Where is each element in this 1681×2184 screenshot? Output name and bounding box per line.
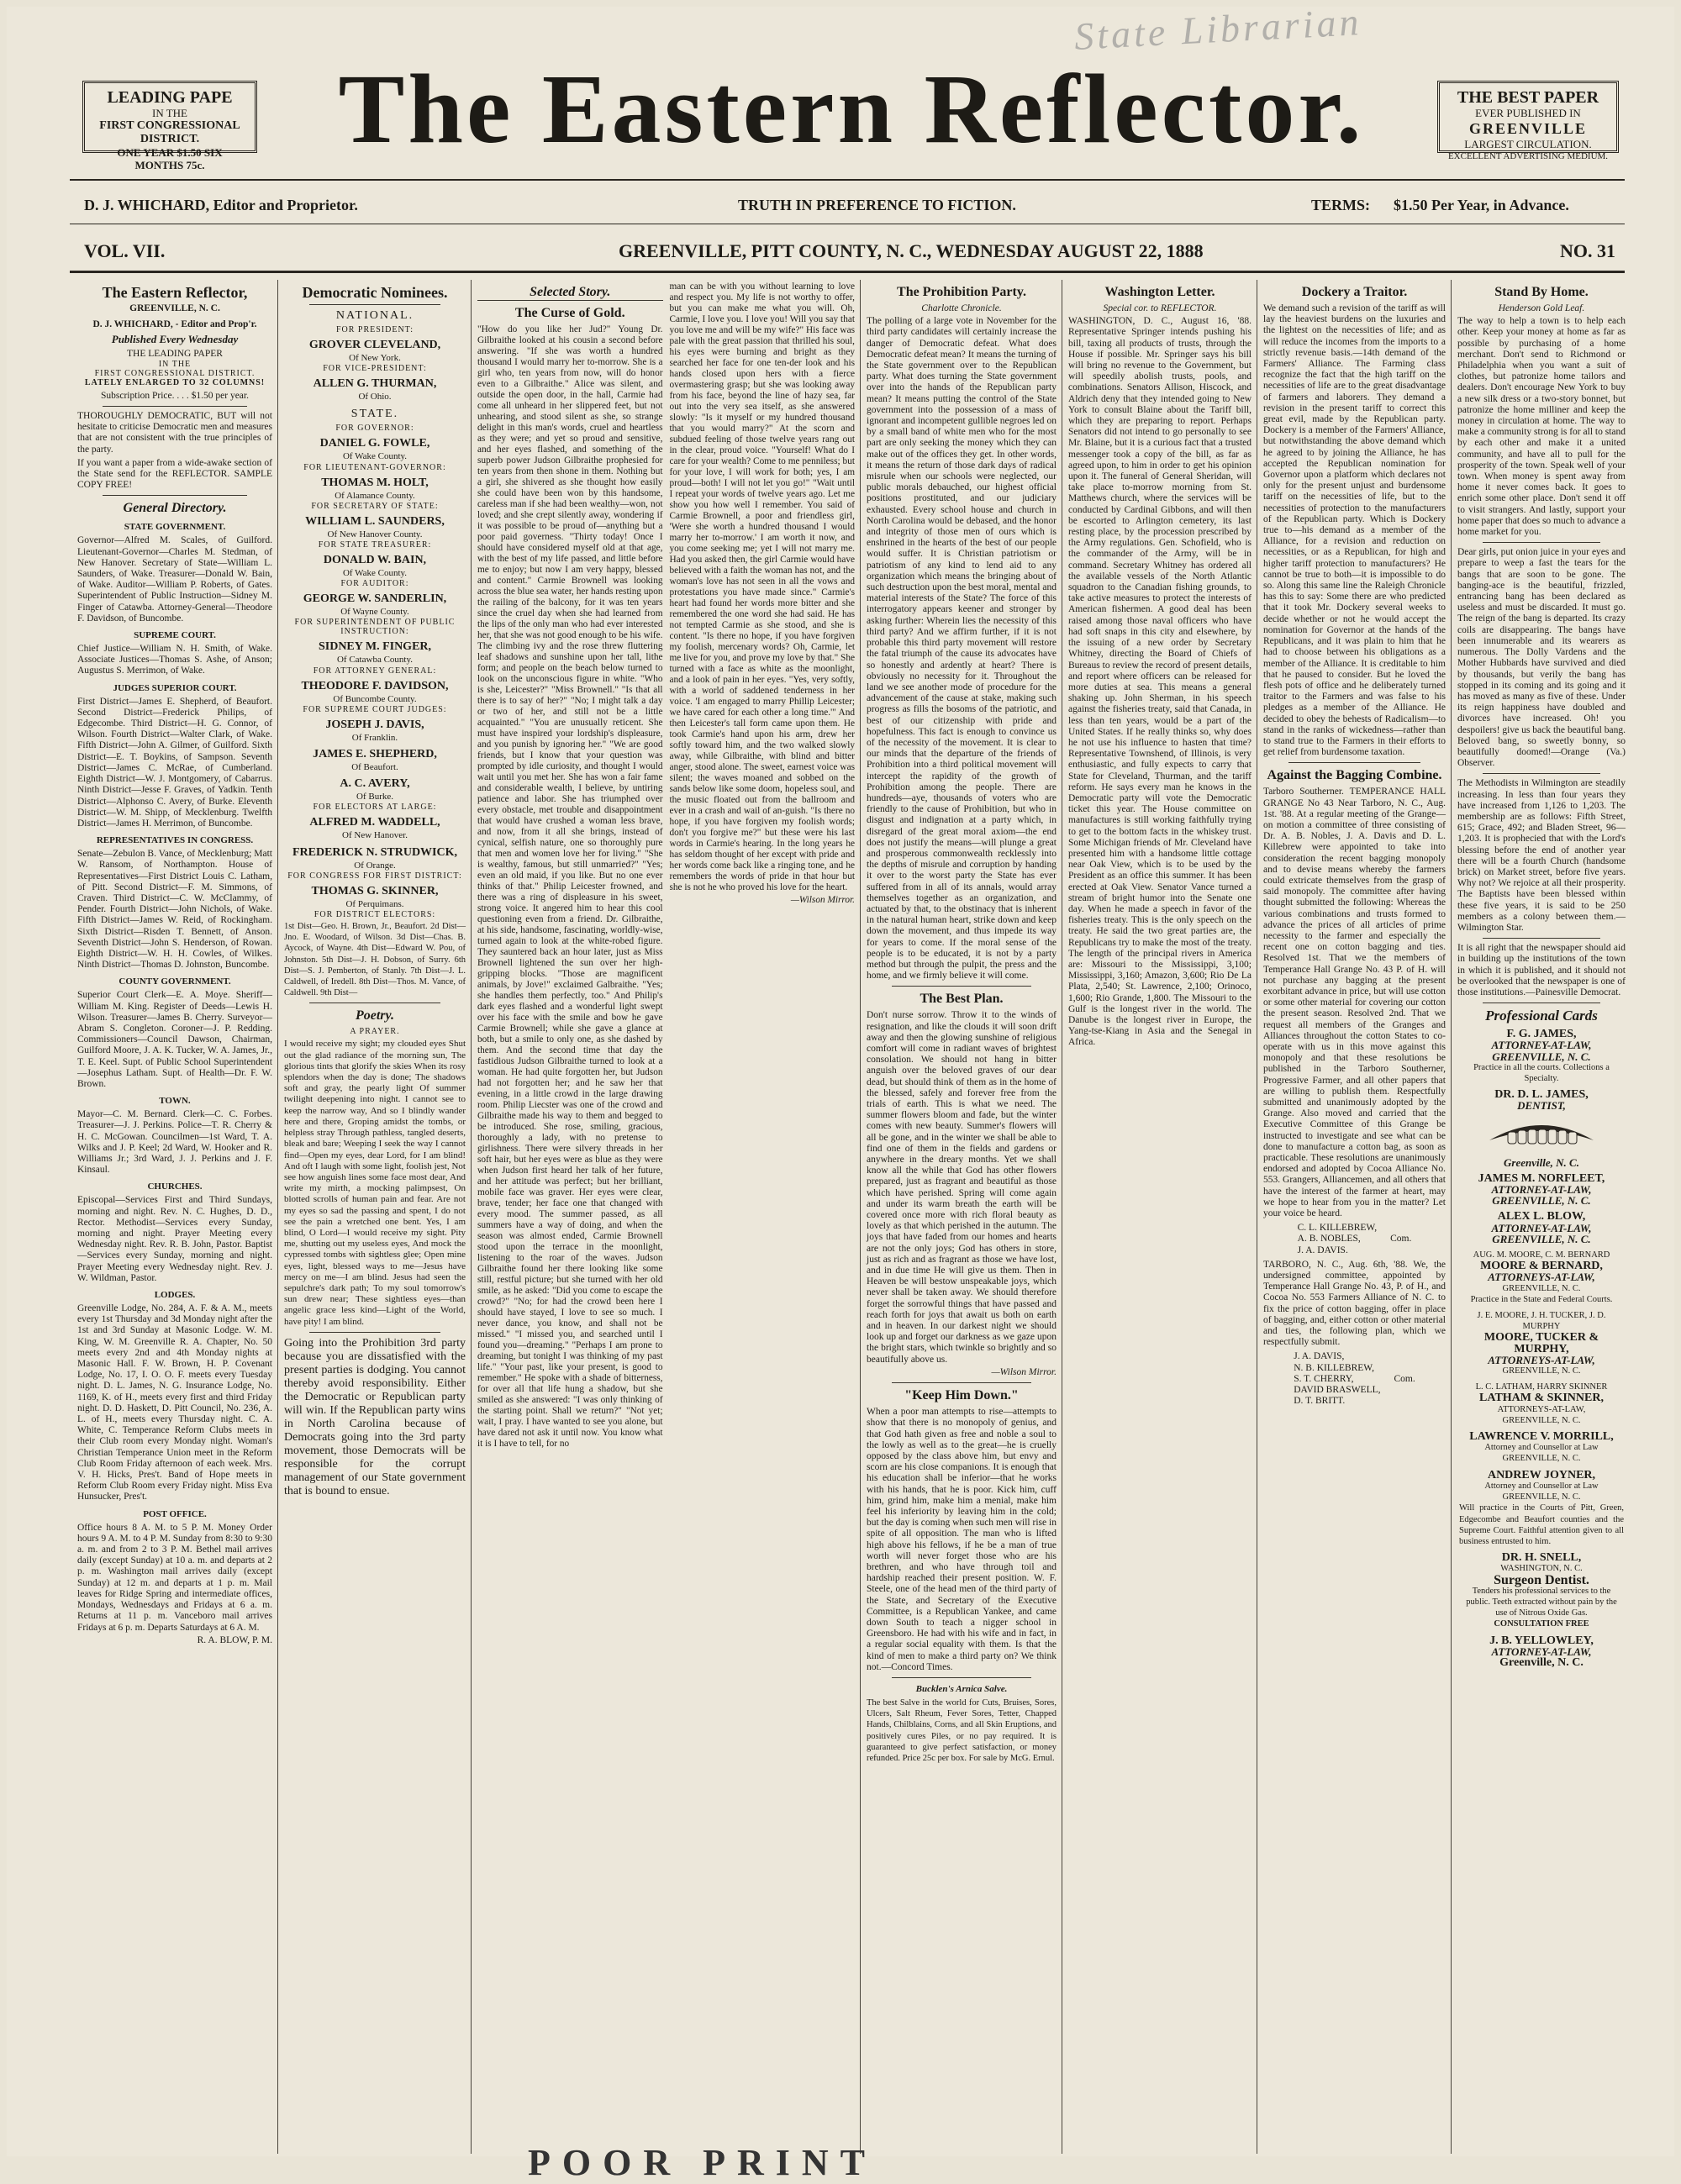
card-norfleet <box>1459 1173 1624 1207</box>
card-blow <box>1459 1211 1624 1245</box>
card-title: DENTIST, <box>1517 1099 1566 1113</box>
column-rule <box>1451 280 1452 2154</box>
card-title: ATTORNEY-AT-LAW, <box>1491 1183 1592 1197</box>
card-names: AUG. M. MOORE, C. M. BERNARD <box>1473 1250 1610 1260</box>
signatory: A. B. NOBLES, <box>1297 1234 1361 1245</box>
pres-label: FOR PRESIDENT: <box>335 325 414 334</box>
card-f-g-james <box>1459 1029 1624 1084</box>
masthead-box-title: The Eastern Reflector, <box>102 284 248 301</box>
ear-right-line5: EXCELLENT ADVERTISING MEDIUM. <box>1447 151 1609 161</box>
card-place: GREENVILLE, N. C. <box>1492 1232 1591 1245</box>
masthead-box-editor: D. J. WHICHARD, - Editor and Prop'r. <box>92 319 257 330</box>
column-rule <box>277 280 278 2154</box>
ear-left-line1: LEADING PAPE <box>107 88 233 107</box>
card-names: L. C. LATHAM, HARRY SKINNER <box>1475 1382 1608 1392</box>
supt-label: FOR SUPERINTENDENT OF PUBLIC INSTRUCTION: <box>294 618 456 637</box>
dockery-title: Dockery a Traitor. <box>1301 285 1408 299</box>
bagging-text: Tarboro Southerner. TEMPERANCE HALL GRANGE No 43 Near Tarboro, N. C., Aug. 1st. '88. At a regular meeting of the Grange—on motion a committee of three consisting of Dr. A. B. Nobles, J. A. Davis and D. L. Killebrew were appointed to take into consideration the recent bagging monopoly and to devise means whereby the farmers could extricate themselves from the grasp of said monopoly. The committee after having thought submitted the following: Whereas the various combinations and trusts formed to advance the prices of all articles of prime necessity to the farmer and especially the recent one on cotton bagging and ties. Resolved 1st. That we the members of Temperance Hall Grange No. 43 P. of H. will not purchase any bagging at the present exorbitant advance in price, but will use cotton or some other material for covering our cotton the present season. Resolved 2nd. That we request all members of the Granges and Alliances throughout the cotton States to co-operate with us in this move against this monopoly and that these resolutions be published in the Tarboro Southerner, Progressive Farmer, and all other papers that are willing to publish them. Respectfully submitted and unanimously adopted by the Grange. Also moved and carried that the Executive Committee of this Grange be instructed to investigate and see what can be done to manufacture a cotton bag, as soon as practicable. These resolutions are unanimously endorsed and adopted by Cocoa Alliance No. 553. Grangers, Alliancemen, and all others that have the interest of the farmer at heart, may we hope to hear from you in the matter? Let your voice be heard. <box>1263 787 1446 1219</box>
methodists-text: The Methodists in Wilmington are steadily increasing. In less than four years they have increased from 1,126 to 1,203. The membership are as follows: Fifth Street, 615; Grace, 492; and Bladen Street, 96—1,203. It is prophecied that with the Lord's blessing before the end of another year there will be a fourth Church (handsome brick) on Market street, before five years. Why not? We rejoice at all their prosperity. The Baptists have been blessed within these five years, it is said to be 250 members as a colony between them.—Wilmington Star. <box>1457 778 1626 933</box>
card-place: GREENVILLE, N. C. <box>1502 1366 1581 1376</box>
judge1-of: Of Franklin. <box>351 732 398 743</box>
treas-label: FOR STATE TREASURER: <box>318 540 432 550</box>
best-plan-title: The Best Plan. <box>920 992 1004 1007</box>
story-text-part2: man can be with you without learning to love and respect you. My life is not worthy to offer, but you can make me what you will. Oh, Carmie, I love you. I love you! Will you say that you love me and will be my wife?" His face was pale with the great passion that thrilled his soul, his eyes were burning and bright as they searched her face for one ten-der look and his hands closed upon hers with a fierce overmastering grasp; but she was looking away from his face, beyond the line of hazy sea, far out into the very sea itself, as she answered slowly: "Is it myself or my hundred thousand that you would marry?" At the scorn and subdued feeling of those twelve years rang out in the clear, proud voice. "Yourself! What do I care for your wealth? Come to me penniless; but for your love, I will work for both; yes, I am proud—both! I will not let you go!" "Wait until I repeat your words of twelve years ago. Let me show you how well I remember. You said of Carmie Brownell, a poor and friendless girl, 'Were she worth a hundred thousand I would marry her to-morrow.' I am worth it now, and you come seeking me; yet I will not marry me. Had you asked then, the girl Carmie would have believed with a faith the woman has not, and the woman's love has not seen in all the vows and protestations you have made since." Carmie's heart had found her words more bitter and she remembered the one word she had said. He has not tempted Carmie as she stood, and she is content. "Is there no hope, if you have forgiven my foolish, mercenary words? Oh, Carmie, let me live for you, and prove my love by that." She turned with a face as white as the moonlight, and a look of pain in her eyes. "Yes, very softly, with a world of saddened tenderness in her voice. 'I am engaged to marry Phillip Leicester; we have cared for each other a long time.'" And then Leicester's tall form came upon them. He took Carmie's hand upon his arm, drew her softly toward him, and the two walked slowly away, while Gilbraithe, with blind and bitter anger, stood alone. The sweet, earnest voice was silent; the waves moaned and sobbed on the sands below like some doom, hopeless soul, and the music floated out from the ballroom and ever in a crash and wail of an-guish. "Is there no hope, if you have forgiven my foolish words; don't you forgive me?" but these were his last words in Carmie's hearing. In the long years he has seldom thought of her except with pride and her words come back like a ringing tone, and he remembers the words of pride in that hour but she is not he who proved his love for the heart. <box>669 282 855 892</box>
vp-label: FOR VICE-PRESIDENT: <box>323 364 427 374</box>
sec-label: FOR SECRETARY OF STATE: <box>311 501 439 511</box>
editor-line: D. J. WHICHARD, Editor and Proprietor. <box>84 197 358 213</box>
county-gov-title: COUNTY GOVERNMENT. <box>119 976 231 987</box>
newspaper-page <box>7 0 1674 2183</box>
card-note: Practice in all the courts. Collections a Specialty. <box>1473 1062 1610 1083</box>
newspaper-note: It is all right that the newspaper should aid in building up the institutions of the town in which it is published, and it should not be overlooked that the newspaper is one of those institutions.—Painesville Democrat. <box>1457 943 1626 997</box>
keep-him-down-text: When a poor man attempts to rise—attempts to show that there is no monopoly of genius, and that God hath given as free and noble a soul to the lowly as well as to the great—he is cruelly opposed by the class above him, but envy and scorn are his close companions. It is enough that his education shall be inferior—that he works with his hands, that he is poor. Kick him, cuff him, grind him, make him a menial, make him feel his inferiority by leaving him in the cold; but the day is coming when such men will rise in spite of all opposition. The man who is lifted high above his fellows, if he be a man of true worth will never forget those who are his brethren, and who have through toil and hardship reached their present position. W. F. Steele, one of the head men of the third party of the State, and Secretary of the Executive Committee, is a Republican Yankee, and came down South to teach a nigger school in Greensboro. He had with his wife and in fact, in a regular social equality with them. Is that the kind of men to make a third party on? We think not.—Concord Times. <box>867 1407 1057 1672</box>
card-name: LATHAM & SKINNER, <box>1479 1392 1604 1405</box>
superior-court-list: First District—James E. Shepherd, of Beaufort. Second District—Frederick Philips, of Edgecombe. Third District—H. G. Connor, of Wilson. Fourth District—Walter Clark, of Wake. Fifth District—John A. Gilmer, of Guilford. Sixth District—E. T. Boykins, of Sampson. Seventh District—James C. McRae, of Cumberland. Eighth District—W. J. Montgomery, of Cabarrus. Ninth District—Jesse F. Graves, of Yadkin. Tenth District—Alphonso C. Avery, of Burke. Eleventh District—W. M. Shipp, of Mecklenburg. Twelfth District—James H. Merrimon, of Buncombe. <box>77 696 272 829</box>
elector2-of: Of Orange. <box>354 860 396 871</box>
treas-name: DONALD W. BAIN, <box>323 554 427 567</box>
card-latham-skinner <box>1459 1381 1624 1426</box>
lodges-list: Greenville Lodge, No. 284, A. F. & A. M., meets every 1st Thursday and 3d Monday night after the 1st and 3rd Sunday at Masonic Lodge. W. M. King, W. M. Greenville R. A. Chapter, No. 50 meets every 2nd and 4th Monday nights at Masonic Hall. F. W. Brown, H. P. Covenant Lodge, No. 17, I. O. O. F. meets every Tuesday night. D. L. James, N. G. Insurance Lodge, No. 1169, K. of H., meets every first and third Friday night. D. D. Haskett, D. Pitt Council, No. 236, A. L. of H., meets every Thursday night. C. A. White, C. Temperance Reform Clubs meets in their Club room every Monday night. Woman's Christian Temperance Union meet in the Reform Club Room Friday afternoon of each week. Mrs. V. H. Hicks, Pres't. Band of Hope meets in Reform Club Room every Friday night. Miss Eva Hunsucker, Pres't. <box>77 1303 272 1502</box>
ear-left-line2: IN THE <box>151 107 187 119</box>
card-title: Attorney and Counsellor at Law <box>1484 1443 1599 1453</box>
town-list: Mayor—C. M. Bernard. Clerk—C. C. Forbes. Treasurer—J. J. Perkins. Police—T. R. Cherry & H. C. McGowan. Councilmen—1st Ward, T. A. Wilks and J. P. Keel; 2d Ward, W. Hooker and R. Williams Jr.; 3rd Ward, J. J. Perkins and J. F. Kinsaul. <box>77 1109 272 1176</box>
stand-by-home-source: Henderson Gold Leaf. <box>1498 303 1585 313</box>
story-title: The Curse of Gold. <box>514 306 625 320</box>
leading-line3: FIRST CONGRESSIONAL DISTRICT. <box>94 368 256 378</box>
bagging-title: Against the Bagging Combine. <box>1267 768 1442 783</box>
gov-of: Of Wake County. <box>342 451 408 462</box>
column-1 <box>72 280 277 2154</box>
signatory: D. T. BRITT. <box>1294 1396 1346 1407</box>
electors-label: FOR ELECTORS AT LARGE: <box>313 803 437 813</box>
state-gov-list: Governor—Alfred M. Scales, of Guilford. Lieutenant-Governor—Charles M. Stedman, of New Hanover. Secretary of State—William L. Saunders, of Wake. Treasurer—Donald W. Bain, of Wake. Auditor—William P. Roberts, of Gates. Superintendent of Public Instruction—Sidney M. Finger of Catawba. Attorney-General—Theodore F. Davidson, of Buncombe. <box>77 535 272 624</box>
dateline: GREENVILLE, PITT COUNTY, N. C., WEDNESDAY AUGUST 22, 1888 <box>619 240 1204 261</box>
card-names: J. E. MOORE, J. H. TUCKER, J. D. MURPHY <box>1477 1311 1606 1332</box>
column-2 <box>279 280 471 2154</box>
enlarged-note: LATELY ENLARGED TO 32 COLUMNS! <box>84 377 266 387</box>
ag-of: Of Buncombe County. <box>333 693 417 704</box>
gov-label: FOR GOVERNOR: <box>335 424 414 434</box>
volume: VOL. VII. <box>84 240 166 261</box>
washington-letter-title: Washington Letter. <box>1104 285 1215 299</box>
terms-label: TERMS: <box>1311 197 1371 213</box>
aud-of: Of Wayne County. <box>340 607 409 618</box>
aud-label: FOR AUDITOR: <box>340 579 409 589</box>
archive-signature: State Librarian <box>1072 0 1363 58</box>
signatory: DAVID BRASWELL, <box>1294 1385 1381 1396</box>
issue-number: NO. 31 <box>1560 240 1615 261</box>
supreme-court-list: Chief Justice—William N. H. Smith, of Wake. Associate Justices—Thomas S. Ashe, of Anson; Augustus S. Merrimon, of Wake. <box>77 644 272 676</box>
poetry-title: Poetry. <box>355 1008 395 1024</box>
divider-rule <box>70 179 1625 181</box>
card-title: Attorney and Counsellor at Law <box>1484 1481 1599 1491</box>
card-consult: CONSULTATION FREE <box>1494 1619 1589 1629</box>
elector1-name: ALFRED M. WADDELL, <box>309 816 440 829</box>
card-morrill <box>1459 1431 1624 1465</box>
card-place: GREENVILLE, N. C. <box>1492 1050 1591 1063</box>
column-4 <box>862 280 1062 2154</box>
divider-rule <box>70 271 1625 273</box>
card-name: J. B. YELLOWLEY, <box>1489 1634 1594 1647</box>
card-name: JAMES M. NORFLEET, <box>1478 1171 1605 1185</box>
ag-name: THEODORE F. DAVIDSON, <box>301 679 449 692</box>
signature-block-2 <box>1263 1351 1446 1407</box>
card-place: GREENVILLE, N. C. <box>1502 1454 1581 1464</box>
card-name: DR. D. L. JAMES, <box>1494 1088 1589 1102</box>
third-party-note: Going into the Prohibition 3rd party because you are dissatisfied with the present parties is dodging. You cannot thereby avoid responsibility. Either the Democratic or Republican party will win. If the Republican party wins in North Carolina because of Democrats going into the 3rd party movement, those Democrats will be responsible for the corrupt management of our State government that is bound to ensue. <box>284 1336 466 1497</box>
poor-print-banner: POOR PRINT <box>528 2142 877 2183</box>
professional-cards-title: Professional Cards <box>1485 1008 1598 1024</box>
congress-title: REPRESENTATIVES IN CONGRESS. <box>96 835 254 846</box>
post-office-hours: Office hours 8 A. M. to 5 P. M. Money Order hours 9 A. M. to 4 P. M. Sunday from 8:30 to 9:30 a. m. and from 2 to 3 P. M. Bethel mail arrives daily (except Sunday) at 10 a. m. and departs at 2 p. m. Washington mail arrives daily (except Sunday) at 12 m. and departs at 1 p. m. Mail leaves for Ridge Spring and intermediate offices, Mondays, Wednesdays and Fridays at 6 a. m. Returns at 11 p. m. Vanceboro mail arrives Fridays at 6 p. m. Departs Saturdays at 6 A. M. <box>77 1522 272 1633</box>
best-plan-text: Don't nurse sorrow. Throw it to the winds of resignation, and like the clouds it will soon drift away and then the glowing sunshine of religious comfort will come in radiant waves of brightest consolation. We should not hang in bitter anguish over the beloved graves of our dear dead, but should think of them as in the home of the blessed, safely and forever free from the trials of earth. This is what we need. The summer flowers bloom and fade, but the winter comes with new beauty. Summer's flowers will all be gone, and in the winter we shall be able to find one of them in the fields and gardens or anywhere in the dreary months. Yet we shall know all the while that God has other flowers prepared, just as fragrant and beautiful as those which have perished. Spring will come again and under its warm breath the earth will be covered once more with rich floral beauty as lovely as that which perished in the autumn. The joys that have faded from our homes and hearts are not the only joys; God has others in store, just as rich and as fragrant as those we have lost, and in due time He will give us them. Then in Heaven be will bestow unspeakable joys, which never shall be taken away. We should therefore forget the sorrowful things that have passed and reach forth for joys that await us both on earth and in heaven. In our darkest night we should look up and forget our darkness as we gaze upon the bright stars, which twinkle so brightly and so beautifully above us. <box>867 1010 1057 1365</box>
card-name: MOORE, TUCKER & MURPHY, <box>1483 1331 1599 1355</box>
sample-copy-note: If you want a paper from a wide-awake section of the State send for the REFLECTOR. SAMPLE COPY FREE! <box>77 457 272 491</box>
elector2-name: FREDERICK N. STRUDWICK, <box>292 845 458 859</box>
poem-title: A PRAYER. <box>350 1027 400 1037</box>
signatory: N. B. KILLEBREW, <box>1294 1362 1374 1373</box>
gov-name: DANIEL G. FOWLE, <box>319 437 430 450</box>
card-name: MOORE & BERNARD, <box>1480 1260 1603 1273</box>
salve-ad-text: The best Salve in the world for Cuts, Bruises, Sores, Ulcers, Salt Rheum, Fever Sores, Tetter, Chapped Hands, Chilblains, Corns, and all Skin Eruptions, and positively cures Piles, or no pay required. It is guaranteed to give perfect satisfaction, or money refunded. Price 25c per box. For sale by McG. Ernul. <box>867 1697 1057 1763</box>
dentures-icon <box>1483 1115 1600 1154</box>
prohibition-source: Charlotte Chronicle. <box>921 303 1002 313</box>
column-5 <box>1063 280 1257 2154</box>
judge2-of: Of Beaufort. <box>351 762 398 773</box>
subscription-price: Subscription Price. . . . $1.50 per year. <box>101 390 249 401</box>
churches-title: CHURCHES. <box>147 1181 203 1192</box>
signatory: J. A. DAVIS. <box>1297 1245 1348 1255</box>
story-section: Selected Story. <box>477 285 663 301</box>
congress-list: Senate—Zebulon B. Vance, of Mecklenburg; Matt W. Ransom, of Northampton. House of Representatives—First District Louis C. Latham, of Pitt. Second District—F. M. Simmons, of Craven. Third District—C. W. McClammy, of Pender. Fourth District—John Nichols, of Wake. Fifth District—James W. Reid, of Rockingham. Sixth District—Risden T. Bennett, of Anson. Seventh District—John S. Henderson, of Rowan. Eighth District—W. H. H. Cowles, of Wilkes. Ninth District—Thomas D. Johnston, Buncombe. <box>77 849 272 971</box>
supt-name: SIDNEY M. FINGER, <box>318 640 432 654</box>
column-rule <box>471 280 472 2154</box>
leading-line1: THE LEADING PAPER <box>127 348 223 359</box>
card-title: ATTORNEY-AT-LAW, <box>1491 1039 1592 1052</box>
card-title: ATTORNEYS-AT-LAW, <box>1497 1404 1586 1414</box>
congress-of: Of Perquimans. <box>345 898 404 909</box>
supreme-court-title: SUPREME COURT. <box>134 630 216 641</box>
post-office-title: POST OFFICE. <box>143 1508 207 1519</box>
committee-mark: Com. <box>1390 1234 1412 1245</box>
story-credit: —Wilson Mirror. <box>790 895 855 905</box>
vp-of: Of Ohio. <box>358 392 392 403</box>
superior-court-title: JUDGES SUPERIOR COURT. <box>113 682 237 693</box>
card-place: Greenville, N. C. <box>1499 1655 1584 1669</box>
ear-right-line2: EVER PUBLISHED IN <box>1475 107 1581 119</box>
column-6 <box>1258 280 1451 2154</box>
committee-mark: Com. <box>1394 1373 1415 1384</box>
vp-name: ALLEN G. THURMAN, <box>313 377 437 391</box>
tarboro-resolution: TARBORO, N. C., Aug. 6th, '88. We, the undersigned committee, appointed by Temperance Hall Grange No. 43, P. of H., and Cocoa No. 553 Farmers Alliance of N. C. to fix the price of cotton bagging, offer in place of bagging, and, either cotton or other material and ties, the following plan, which we respectfully submit. <box>1263 1259 1446 1348</box>
nominees-title: Democratic Nominees. <box>302 284 448 301</box>
congress-label: FOR CONGRESS FOR FIRST DISTRICT: <box>287 871 462 881</box>
card-moore-tucker-murphy <box>1459 1310 1624 1376</box>
state-heading: STATE. <box>350 408 399 421</box>
motto: TRUTH IN PREFERENCE TO FICTION. <box>738 197 1016 213</box>
column-rule <box>860 280 861 2154</box>
best-plan-credit: —Wilson Mirror. <box>991 1366 1057 1377</box>
dockery-text: We demand such a revision of the tariff as will lay the heaviest burdens on the luxuries and the lightest on the necessities of life; and as will reduce the incomes from the imports to a strictly revenue basis.—14th demand of the Farmers' Alliance. The Farming class recognize the fact that the high tariff on the necessities of life are to the great disadvantage of farmers and laborers. They demand a revision in the present tariff to correct this great evil, made by the Republican party. Dockery is a member of the Farmers' Alliance, but notwithstanding the above demand which he agreed to by joining the Alliance, he has accepted the Republican nomination for Governor upon a platform which declares not only for the present unjust and burdensome tariff on the necessities of life, but to the necessities of protection to the manufacturers of the Republican party. Which is Dockery true to—his demand as a member of the Alliance, for a revision and reduction on necessities, or as a Republican, for high and higher tariff protection to manufacturers? He cannot be true to both—it is impossible to do so. Along this same line the Raleigh Chronicle has this to say: Some there are who predicted that it took Mr. Dockery several weeks to decide whether or not he would accept the nomination for Governor at the hands of the Republicans, and it was plain to him that he had to choose between his obligations as a member of the Alliance. It is creditable to him that he paused to consider. But he loved the flesh pots of office and he deliberately turned traitor to the Farmers and was false to his pledges as a member of the Alliance. He decided to obey the behests of Radicalism—to stand in the ranks of wickedness—rather than to stand true to the Farmers in their efforts to get relief from burdensome taxation. <box>1263 303 1446 758</box>
ear-right-line3: GREENVILLE <box>1468 120 1588 137</box>
stand-by-home-title: Stand By Home. <box>1494 285 1589 299</box>
district-label: FOR DISTRICT ELECTORS: <box>314 910 436 920</box>
editorial-policy: THOROUGHLY DEMOCRATIC, BUT will not hesitate to criticise Democratic men and measures that are not consistent with the true principles of the party. <box>77 411 272 455</box>
card-title: ATTORNEYS-AT-LAW, <box>1488 1271 1595 1284</box>
sec-of: Of New Hanover County. <box>327 529 423 539</box>
leading-line2: IN THE <box>158 359 192 369</box>
keep-him-down-title: "Keep Him Down." <box>904 1388 1019 1403</box>
card-snell <box>1459 1552 1624 1629</box>
aud-name: GEORGE W. SANDERLIN, <box>303 592 447 606</box>
masthead-box-place: GREENVILLE, N. C. <box>129 303 220 313</box>
judge1-name: JOSEPH J. DAVIS, <box>325 718 424 731</box>
card-name: ANDREW JOYNER, <box>1487 1468 1596 1481</box>
card-place: GREENVILLE, N. C. <box>1502 1283 1581 1293</box>
judge3-of: Of Burke. <box>356 792 393 803</box>
column-7 <box>1452 280 1631 2154</box>
treas-of: Of Wake County. <box>342 568 408 579</box>
postmaster: R. A. BLOW, P. M. <box>197 1634 272 1645</box>
ear-left-line4: ONE YEAR $1.50 SIX MONTHS 75c. <box>117 146 223 171</box>
judge3-name: A. C. AVERY, <box>340 777 410 791</box>
prohibition-title: The Prohibition Party. <box>897 285 1026 299</box>
ear-right <box>1437 81 1619 161</box>
card-place: Greenville, N. C. <box>1504 1155 1579 1169</box>
card-place: WASHINGTON, N. C. <box>1500 1564 1583 1574</box>
card-title: ATTORNEYS-AT-LAW, <box>1488 1353 1595 1366</box>
ag-label: FOR ATTORNEY GENERAL: <box>313 666 437 676</box>
lt-name: THOMAS M. HOLT, <box>321 476 429 489</box>
story-text-part1: "How do you like her Jud?" Young Dr. Gilbraithe looked at his cousin a second before answering. "If she was worth a hundred thousand I would marry her to-morrow. She is a girl who, ten years from now, will do honor even to a Gilbraithe." Alice was silent, and outside the open door, in the hall, Carmie had come all unheard in her slippered feet, but not unhearing, and stood silent as she, so strange delight in this man's words, cruel and heartless as they were; and yet so proud and sensitive, and her eyes flashed, and something of the superb power Judson Gilbraithe prophesied for ten years from then shone in them. Nothing but a girl, she shivered as she thought how easily she could have been won by this handsome, careless man if she had been wealthy—won, not loved; and she crept silently away, wondering if it was possible to be proud of—anything but a poor paid governess. "Thirty today! Once I should have considered myself old at that age, with the best of my life passed, and little before me to enjoy; but now I am very happy, blessed and content." Carmie Brownell was looking across the blue sea water, her hands resting upon the railing of the balcony, for it was ten years since the cruel day when she had learned from the lips of the only man who had ever interested her, that she was not good enough to be his wife. The climbing ivy and the rose threw fluttering leaf shadows and sunshine upon her tall, lithe form; and people on the beach below turned to look on the unconscious figure in white. "Who is she, Leicester?" "Miss Brownell." "Is that all there is to say of her?" "No; I might talk a day or two of her, and still not be a little acquainted." "You are unusually reticent. She must have inspired your lordship's displeasure, and you punish by ignoring her." "We are good friends, but I know that your question was prompted by idle curiosity, and thought I would wait until you met her. She has won a fair fame and considerable wealth, I believe, by untiring patience and labor. She has triumphed over every obstacle, met trouble and disappointment that would have crushed a woman less brave, and now, from it all she brings, instead of cynical, selfish nature, one so thoroughly pure that men and women love her for living." "She is wealthy, famous, but still unmarried?" "Yes; even an old maid, if you like. But no one ever thinks of that." Philip Leicester frowned, and there was a ring of displeasure in his sweet, strong voice. It angered him to hear this cool questioning even from a friend. Dr. Gilbraithe, at his side, handsome, fascinating, worldly-wise, turned again to look at the white-robed figure. They sauntered back an hour later, just as Miss Brownell lightened the sun over her high-gripping blocks. "Those are magnificent animals, by Jove!" exclaimed Galbraithe. "Yes; she handles them perfectly, too." And Philip's dark eyes flashed and a wonderful light swept over his face with the smile and bow he gave Carmie Brownell; while she gave a glance at both, but a smile to only one, as she dashed by them. And the second time that day the fastidious Judson Gilbraithe turned to look at a woman. He had quite forgotten her, but Judson had not forgotten her; and he saw her that evening, in a little crowd in the large drawing room. Philip Liecster was one of the crowd and Gilbraithe made his way to them and begged to be introduced. She rose, smiling, gracious, thoroughly a lady, with no pretense to girlishness. There were silvery threads in her soft hair, but her eyes were as blue as they were when Judson first heard her talk of her future, and her attitude was perfect; but her brilliant, mobile face was graver. Her eyes were clear, brave, tender; her face one that changed with every mood. The summer passed, as all summers have a way of doing, and when the season was almost ended, Carmie Brownell stood upon the terrace in the moonlight, listening to the roar of the waves. Judson Gilbraithe found her there looking like some still, restful picture; but she turned with her old smile, as he asked: "Did you come to escape the crowd?" "No; for had the crowd been here I should have stayed, I love to see so much. I never dance, you know, and shall not be missed." "I missed you, and searched until I found you—dreaming." "Perhaps I am prone to dreaming, but tonight I was thinking of my past life." "Your past, like your present, is good to remember." He spoke with a shade of bitterness, for over all that life hung a shadow, but she smiled as she answered: "I was only thinking of the starting point. Shall we return?" "Not yet; wait, I pray. I have wanted to see you alone, but have dared not ask it until now. You know what it is I have to tell, for no <box>477 324 663 1449</box>
ear-left <box>82 81 257 171</box>
signatory: C. L. KILLEBREW, <box>1297 1223 1378 1234</box>
district-electors: 1st Dist—Geo. H. Brown, Jr., Beaufort. 2d Dist—Jno. E. Woodard, of Wilson. 3d Dist—Chas. B. Aycock, of Wayne. 4th Dist—Edward W. Pou, of Johnston. 5th Dist—J. H. Dobson, of Surry. 6th Dist—S. J. Pemberton, of Stanly. 7th Dist—J. L. Caldwell, of Iredell. 8th Dist—Thos. M. Vance, of Caldwell. 9th Dist— <box>284 922 466 998</box>
ear-left-line3: FIRST CONGRESSIONAL DISTRICT. <box>99 119 240 145</box>
ear-right-line4: LARGEST CIRCULATION. <box>1464 138 1592 150</box>
terms: $1.50 Per Year, in Advance. <box>1394 197 1569 213</box>
washington-letter-text: WASHINGTON, D. C., August 16, '88. Representative Springer intends pushing his bill, taxing all products of trusts, through the House if possible. Mr. Springer says his bill will bring no revenue to the Government, but will speedily abolish trusts, pools, and combinations. Senators Allison, Hiscock, and Aldrich deny that they intended going to New York to consult Blaine about the Tariff bill, which they are preparing to report. Perhaps Senators did not intend to go personally to see Mr. Blaine, but it is a curious fact that a trusted messenger took a copy of the bill, as far as agreed upon, to him in order to get his opinion upon it. The funeral of General Sheridan, will take place to-morrow morning from St. Matthews church, where the services will be conducted by Cardinal Gibbons, and will then be escorted to Arlington cemetery, its last resting place, by the procession prescribed by the Army regulations. Gen. Schofield, who is the commander of the Army, will be in command. Secretary Whitney has ordered all the available vessels of the North Atlantic squadron to the Canadian fishing grounds, to take active measures to protect the interests of American fishermen. A good deal has been raised among those naval officers who have had soft snaps in this city and elsewhere, by the issuing of a new order by Secretary Whitney, directing the Board of Chiefs of Bureaus to review the record of present details, and report where officers can be released for more duties at sea. This means a general shaking up. John Sherman, in his speech against the fisheries treaty, said that Canada, in less than ten years, would be a part of the United States. If he really thinks so, why does he not use his influence to hasten that time? Representative Townshend, of Illinois, is very enthusiastic, and fully expects to carry that State for Cleveland, Thurman, and the tariff reform. He says every man he knows in the Democratic party will vote the Democratic ticket this year. The House committee on manufactures is still working faithfully trying to get to the bottom facts in the whiskey trust. Some Michigan friends of Mr. Cleveland have presented him with a handsome little cottage near Oak View, which is to be used by the President as an office this summer. It has been erected at Oak View. Senator Vance turned a stream of bright humor into the Senate one day. When he made a speech in favor of the fisheries treaty. This is the only speech on the treaty. He said the two great parties are, the Republicans try to make the most of the treaty. The length of the principal rivers in America are: Missouri to the Mississippi, 3,100; Mississippi, 3,160; Amazon, 3,600; Rio De La Plata, 2,540; St. Lawrence, 2,100; Orinoco, 1,600; Rio Grande, 1,800. The Missouri to the Gulf is the longest river in the world. The Danube is the longest river in Europe, the Yang-tse-Kiang in Asia and the Senegal in Africa. <box>1068 316 1252 1048</box>
card-name: DR. H. SNELL, <box>1501 1551 1582 1565</box>
card-dentist-james <box>1459 1089 1624 1168</box>
judge2-name: JAMES E. SHEPHERD, <box>313 748 437 761</box>
card-title: ATTORNEY-AT-LAW, <box>1491 1221 1592 1234</box>
signatory: S. T. CHERRY, <box>1294 1373 1354 1384</box>
card-moore-bernard <box>1459 1250 1624 1305</box>
churches-list: Episcopal—Services First and Third Sundays, morning and night. Rev. N. C. Hughes, D. D., Rector. Methodist—Services every Sunday, morning and night. Prayer Meeting every Wednesday night. Rev. R. B. John, Pastor. Baptist—Services every Sunday, morning and night. Prayer Meeting every Wednesday night. Rev. J. W. Wildman, Pastor. <box>77 1195 272 1283</box>
lt-of: Of Alamance County. <box>335 490 415 501</box>
signatory: J. A. DAVIS, <box>1294 1351 1345 1362</box>
card-place: GREENVILLE, N. C. <box>1492 1194 1591 1208</box>
salve-ad-title: Bucklen's Arnica Salve. <box>915 1683 1008 1694</box>
sec-name: WILLIAM L. SAUNDERS, <box>305 514 445 528</box>
poem-text: I would receive my sight; my clouded eyes Shut out the glad radiance of the morning sun, The glorious tints that glorify the skies When its rosy splendors when the day is done; The shadows soft and gray, the pearly light Of summer twilight deepening into night. I cannot see to keep the narrow way, And so I blindly wander here and there, Groping amidst the tombs, or helpless stray Through pathless, tangled deserts, bleak and bare; Weeping I seek the way I cannot find—Open my eyes, dear Lord, for I am blind! And oft I laugh with some light, foolish jest, Not see how anguish lines some face most dear, And write my mirth, a mocking palimpsest, On blotted scrolls of human pain and fear. Are not my eyes so sad the passing and spent, I do not see the pain a wretched one bent. Yes, I am blind, O Lord—I would receive my sight. Pity me, shutting out my useless eyes, And mock the cypressed tombs with sightless glee; Open mine eyes, light, blessed ways to me—Jesus have mercy on me—I am blind. Jesus had seen the sepulchre's dark path; To my soul tomorrow's sun drew near; These sightless eyes—than angelic grace less kind—Light of the World, have pity! I am blind. <box>284 1039 466 1327</box>
card-name: LAWRENCE V. MORRILL, <box>1469 1430 1614 1444</box>
state-gov-title: STATE GOVERNMENT. <box>124 522 226 533</box>
bangs-text: Dear girls, put onion juice in your eyes and prepare to weep a fast the tears for the bangs that are soon to be gone. The banging-ace is the beautiful, frizzled, entrancing bang has been declared as useless and must be discarded. It must go. The reign of the bang is departed. Its crazy coils are disappearing. The bangs have been innumerable and its wearers as numerous. The Dolly Vardens and the Mother Hubbards have survived and died by thousands, but verily the bang has stopped in its coming and its going and it has moved as many as five of these. Under its reign happiness have doubled and divorces have increased. Oh! you despoilers! give us back the beautiful bang. Beloved bang, so sweetly bonny, so beautifully doomed!—Orange (Va.) Observer. <box>1457 547 1626 769</box>
masthead-title: The Eastern Reflector. <box>338 54 1365 164</box>
town-title: TOWN. <box>159 1096 191 1107</box>
card-place: GREENVILLE, N. C. <box>1502 1415 1581 1425</box>
directory-title: General Directory. <box>123 501 227 516</box>
elector1-of: Of New Hanover. <box>342 830 408 841</box>
card-yellowley <box>1459 1635 1624 1669</box>
card-title: ATTORNEY-AT-LAW, <box>1491 1645 1592 1658</box>
supt-of: Of Catawba County. <box>336 655 414 666</box>
card-name: F. G. JAMES, <box>1506 1028 1577 1041</box>
card-note: Practice in the State and Federal Courts. <box>1470 1294 1613 1304</box>
masthead-box-published: Published Every Wednesday <box>111 333 239 346</box>
card-joyner <box>1459 1470 1624 1547</box>
card-place: GREENVILLE, N. C. <box>1502 1492 1581 1502</box>
judges-label: FOR SUPREME COURT JUDGES: <box>303 704 447 714</box>
pres-of: Of New York. <box>349 353 401 363</box>
lt-label: FOR LIEUTENANT-GOVERNOR: <box>303 462 446 472</box>
card-name: ALEX L. BLOW, <box>1497 1210 1586 1224</box>
lodges-title: LODGES. <box>154 1290 196 1301</box>
washington-letter-source: Special cor. to REFLECTOR. <box>1103 303 1217 313</box>
prohibition-text: The polling of a large vote in November for the third party candidates will certainly increase the danger of Democratic defeat. What does Democratic defeat mean? It means the turning of the State government over to the Republican party. What does turning the State government over into the hands of the Republican party mean? It means putting the control of the State government into the possession of a mass of ignorant and incompetent gullible negroes led on by a small band of white men who for the most part are only seeking the money which they can make out of the offices they get. In other words, it means the return of those dark days of radical misrule when our schools were neglected, our public morals debauched, our highest official positions prostituted, and our judiciary exhausted. Every school house and church in North Carolina would be debased, and the honor and integrity of those men of ours which is enshrined in the hearts of the best of our people would suffer. It is Christian patriotism or patriotism of any kind to lend aid to any organization which means the bringing about of such destruction upon the best moral, mental and material interests of the State? The force of this interrogatory appears keener and stronger by asking further: Wherein lies the necessity of this third party? And we affirm further, if it is not probable this third party movement will restore the fatal triumph of the cause its advocates have so honestly and ardently at heart? There is obviously no necessity for it. Throughout the land we see another mode of procedure for the advancement of the cause at stake, making such progress as fills the bosoms of the patriotic, and best of our citizenship with pride and hopefulness. This fact is enough to convince us of the necessity of the movement. It is clear to our minds that the departure of the friends of Prohibition into a third political movement will intercept the rapidity of the growth of Prohibition among the people. There are hundreds—aye, thousands of voters who are friendly to the cause of Prohibition, but who in disgust and indignation at a party which, in disregard of the great moral axiom—the end does not justify the means—will plunge a great and prosperous commonwealth recklessly into the depths of misrule and corruption by handing it over to the worst party the State has ever suffered from in all of its annals, would array themselves together as an organization, and actuated by that, to the obstinacy that is inherent in the natural human heart, strike down and keep down the movement, and thus impede its way for years to come. If the moral sense of the people is to be educated, it is not by a party method but through the pulpit, the press and the home, and we firmly believe it will come. <box>867 316 1057 981</box>
congress-name: THOMAS G. SKINNER, <box>311 884 439 897</box>
pres-name: GROVER CLEVELAND, <box>308 339 441 351</box>
signature-block-1 <box>1263 1223 1446 1256</box>
stand-by-home-text: The way to help a town is to help each other. Keep your money at home as far as possible by purchasing of a home merchant. Don't send to Richmond or Philadelphia when you want a suit of clothes, but patronize home tailors and dealers. Don't encourage New York to buy a new silk dress or a two-story bonnet, but patronize the home milliner and keep the money in circulation at home. The way to make a community strong is for all to stand by each other and make it a united community, and have all to pull for the prosperity of the town. Speak well of your town. When money is spent away from home it never comes back. It goes to enrich some other place. Don't send it off to visit strangers. And lastly, support your home paper that does so much to advance a home market for you. <box>1457 316 1626 538</box>
card-note: Tenders his professional services to the public. Teeth extracted without pain by the use of Nitrous Oxide Gas. <box>1466 1586 1617 1618</box>
national-heading: NATIONAL. <box>335 309 414 322</box>
county-gov-list: Superior Court Clerk—E. A. Moye. Sheriff—William M. King. Register of Deeds—Lewis H. Wilson. Treasurer—James B. Cherry. Surveyor—Abram S. Congleton. Coroner—J. P. Redding. Commissioners—Council Dawson, Chairman, Guilford Moore, J. A. K. Tucker, W. A. James, Jr., T. E. Keel. Supt. of Public School Superintendent—Josephus Latham. Supt. of Health—Dr. F. W. Brown. <box>77 990 272 1089</box>
column-3 <box>472 280 860 2154</box>
card-note: Will practice in the Courts of Pitt, Green, Edgecombe and Beaufort counties and the Supreme Court. Faithful attention given to all business entrusted to him. <box>1459 1503 1624 1546</box>
card-title: Surgeon Dentist. <box>1494 1572 1589 1587</box>
ear-right-line1: THE BEST PAPER <box>1457 88 1599 107</box>
